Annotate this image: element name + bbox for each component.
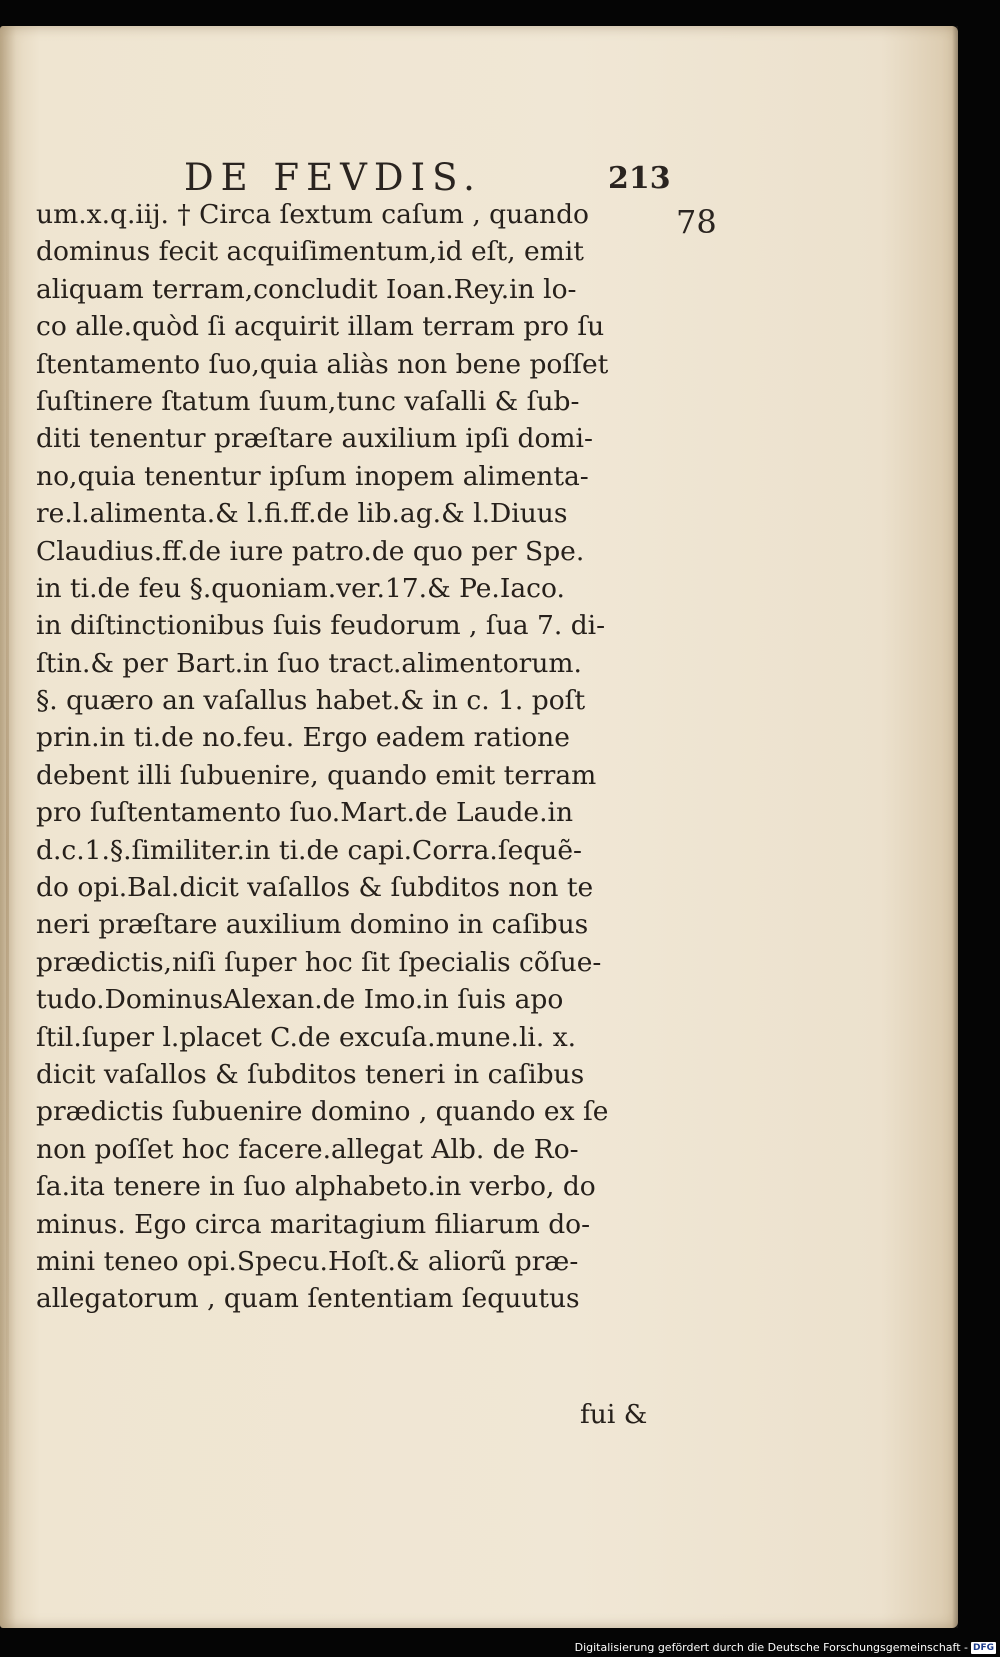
text-line: no,quia tenentur ipſum inopem alimenta-	[36, 460, 589, 492]
text-line: re.l.alimenta.& l.fi.ff.de lib.ag.& l.Diuus	[36, 498, 568, 530]
gutter-shadow	[6, 66, 9, 1626]
book-page	[0, 26, 958, 1628]
text-line: neri præſtare auxilium domino in caſibus	[36, 909, 589, 941]
text-line: d.c.1.§.ſimiliter.in ti.de capi.Corra.ſequẽ-	[36, 834, 582, 866]
text-line: prædictis,niſi ſuper hoc ſit ſpecialis cõſue-	[36, 946, 602, 978]
text-line: prin.in ti.de no.feu. Ergo eadem ratione	[36, 722, 570, 754]
text-line: co alle.quòd ſi acquirit illam terram pro ſu	[36, 311, 605, 343]
page-header	[36, 154, 676, 202]
page-edge	[952, 26, 958, 1628]
text-line: ſa.ita tenere in ſuo alphabeto.in verbo, do	[36, 1171, 596, 1203]
text-line: in diſtinctionibus ſuis feudorum , ſua 7. di-	[36, 610, 606, 642]
text-line: pro ſuſtentamento ſuo.Mart.de Laude.in	[36, 797, 574, 829]
text-line: ſtentamento ſuo,quia aliàs non bene poſſet	[36, 348, 609, 380]
running-title: DE FEVDIS.	[184, 156, 482, 199]
text-line: tudo.DominusAlexan.de Imo.in ſuis apo	[36, 984, 564, 1016]
text-line: do opi.Bal.dicit vaſallos & ſubditos non te	[36, 872, 594, 904]
digitization-credit	[575, 1641, 996, 1654]
credit-text: Digitalisierung gefördert durch die Deutsche Forschungsgemeinschaft -	[574, 1641, 968, 1654]
text-line: in ti.de feu §.quoniam.ver.17.& Pe.Iaco.	[36, 572, 565, 604]
text-line: mini teneo opi.Specu.Hoſt.& aliorũ præ-	[36, 1245, 579, 1277]
text-line: debent illi ſubuenire, quando emit terram	[36, 759, 597, 791]
text-line: ſuſtinere ſtatum ſuum,tunc vaſalli & ſub-	[36, 385, 580, 417]
text-line: um.x.q.iij. † Circa ſextum caſum , quando	[36, 199, 589, 230]
body-text	[36, 196, 676, 1318]
page-number: 213	[608, 161, 671, 196]
text-line: dominus fecit acquiſimentum,id eſt, emit	[36, 236, 584, 268]
text-line: aliquam terram,concludit Ioan.Rey.in lo-	[36, 273, 577, 305]
text-line: dicit vaſallos & ſubditos teneri in caſibus	[36, 1058, 585, 1090]
text-line: ſtin.& per Bart.in ſuo tract.alimentorum.	[36, 647, 582, 679]
text-line: diti tenentur præſtare auxilium ipſi domi-	[36, 423, 593, 455]
text-line: minus. Ego circa maritagium filiarum do-	[36, 1208, 591, 1240]
text-line: Claudius.ff.de iure patro.de quo per Spe.	[36, 535, 585, 567]
dfg-logo: DFG	[972, 1642, 994, 1653]
marginal-number: 78	[676, 203, 717, 241]
text-line: prædictis ſubuenire domino , quando ex ſe	[36, 1096, 609, 1128]
catchword: fui &	[580, 1399, 648, 1430]
text-line: non poſſet hoc facere.allegat Alb. de Ro-	[36, 1133, 579, 1165]
text-line: §. quæro an vaſallus habet.& in c. 1. poſt	[36, 685, 586, 717]
text-line: allegatorum , quam ſententiam ſequutus	[36, 1283, 580, 1315]
text-line: ſtil.ſuper l.placet C.de excuſa.mune.li. x.	[36, 1021, 577, 1053]
